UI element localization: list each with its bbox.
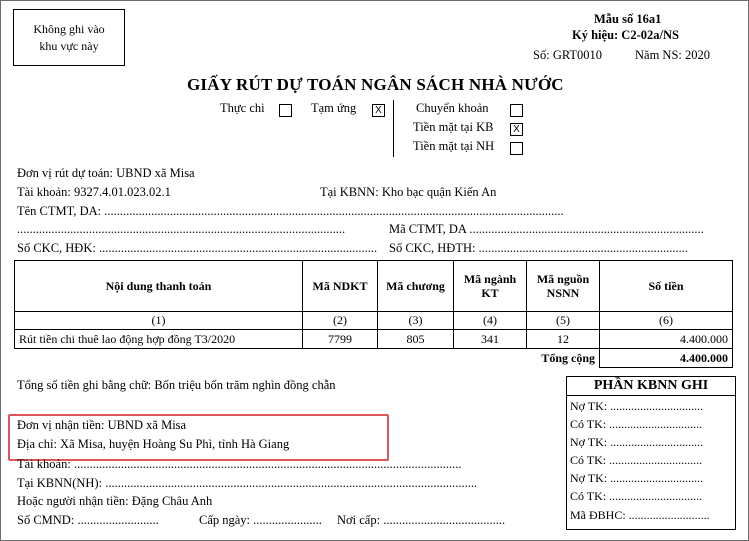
option-tien-mat-kb-label: Tiền mặt tại KB bbox=[413, 120, 494, 134]
reserved-area-line1: Không ghi vào bbox=[33, 21, 105, 36]
treasury bbox=[320, 185, 496, 200]
doc-number-value: GRT0010 bbox=[552, 48, 603, 62]
option-thuc-chi-checkbox[interactable] bbox=[279, 104, 292, 117]
receiver-person-label: Hoặc người nhận tiền: bbox=[17, 494, 129, 508]
col-number: (2) bbox=[303, 312, 378, 330]
receiver-address-label: Địa chỉ: bbox=[17, 437, 57, 451]
table-total-row bbox=[15, 349, 733, 368]
budget-year bbox=[635, 48, 710, 63]
receiver-address bbox=[17, 437, 289, 452]
header-ndkt: Mã NDKT bbox=[303, 261, 378, 312]
reserved-area-box bbox=[13, 9, 125, 66]
doc-number bbox=[533, 48, 602, 63]
kbnn-row-label: Có TK: bbox=[570, 489, 607, 503]
withdrawing-unit-label: Đơn vị rút dự toán: bbox=[17, 166, 114, 180]
receiving-unit-label: Đơn vị nhận tiền: bbox=[17, 418, 105, 432]
id-number-field: Số CMND: .......................... bbox=[17, 513, 159, 527]
treasury-section-title: PHẦN KBNN GHI bbox=[567, 377, 735, 396]
table-header-row bbox=[15, 261, 733, 312]
program-name-label: Tên CTMT, DA: bbox=[17, 204, 102, 218]
receiver-treasury-field: Tại KBNN(NH): ....................................................................................................................... bbox=[17, 476, 478, 490]
treasury-label: Tại KBNN: bbox=[320, 185, 379, 199]
col-number: (6) bbox=[600, 312, 733, 330]
ckc-hdth-label: Số CKC, HĐTH: bbox=[389, 241, 476, 255]
amount-in-words-value: Bốn triệu bốn trăm nghìn đồng chẵn bbox=[154, 378, 336, 392]
program-name-field: Tên CTMT, DA: ................................................................................................................................................... bbox=[17, 204, 564, 218]
col-number: (5) bbox=[527, 312, 600, 330]
receiving-unit bbox=[17, 418, 186, 433]
debit-account-3: Nợ TK: ............................... bbox=[570, 471, 704, 485]
ckc-hdk-label: Số CKC, HĐK: bbox=[17, 241, 96, 255]
budget-year-label: Năm NS: bbox=[635, 48, 682, 62]
total-amount: 4.400.000 bbox=[600, 349, 733, 368]
option-tien-mat-nh-label: Tiền mặt tại NH bbox=[413, 139, 495, 153]
account-label: Tài khoản: bbox=[17, 185, 71, 199]
credit-account-2: Có TK: ............................... bbox=[570, 453, 703, 467]
budget-year-value: 2020 bbox=[685, 48, 710, 62]
cell-chuong: 805 bbox=[378, 330, 454, 349]
form-symbol: Ký hiệu: C2-02a/NS bbox=[572, 28, 679, 42]
kbnn-row-label: Nợ TK: bbox=[570, 471, 608, 485]
option-tien-mat-kb-checkbox[interactable]: X bbox=[510, 123, 523, 136]
kbnn-row-label: Nợ TK: bbox=[570, 435, 608, 449]
option-chuyen-khoan-checkbox[interactable] bbox=[510, 104, 523, 117]
kbnn-row-label: Nợ TK: bbox=[570, 399, 608, 413]
doc-number-label: Số: bbox=[533, 48, 550, 62]
reserved-area-line2: khu vực này bbox=[39, 38, 99, 53]
cell-ndkt: 7799 bbox=[303, 330, 378, 349]
header-nganh: Mã ngành KT bbox=[454, 261, 527, 312]
issue-place-label: Nơi cấp: bbox=[337, 513, 381, 527]
cell-nguon: 12 bbox=[527, 330, 600, 349]
header-content: Nội dung thanh toán bbox=[15, 261, 303, 312]
ckc-hdth-field: Số CKC, HĐTH: ................................................................... bbox=[389, 241, 688, 255]
kbnn-row-label: Mã ĐBHC: bbox=[570, 508, 626, 522]
treasury-use-section bbox=[566, 376, 736, 530]
account-value: 9327.4.01.023.02.1 bbox=[73, 185, 171, 199]
account bbox=[17, 185, 171, 200]
page-title: GIẤY RÚT DỰ TOÁN NGÂN SÁCH NHÀ NƯỚC bbox=[187, 75, 564, 94]
option-thuc-chi-label: Thực chi bbox=[220, 101, 265, 115]
receiver-treasury-label: Tại KBNN(NH): bbox=[17, 476, 103, 490]
header-nguon: Mã nguồn NSNN bbox=[527, 261, 600, 312]
option-chuyen-khoan-label: Chuyển khoản bbox=[416, 101, 489, 115]
header-amount: Số tiền bbox=[600, 261, 733, 312]
debit-account-2: Nợ TK: ............................... bbox=[570, 435, 704, 449]
table-row bbox=[15, 330, 733, 349]
program-name-continuation: ......................................................................................................... bbox=[17, 222, 346, 236]
option-tien-mat-nh-checkbox[interactable] bbox=[510, 142, 523, 155]
option-tam-ung-label: Tạm ứng bbox=[311, 101, 357, 115]
receiving-unit-value: UBND xã Misa bbox=[107, 418, 187, 432]
col-number: (1) bbox=[15, 312, 303, 330]
program-code-label: Mã CTMT, DA bbox=[389, 222, 467, 236]
form-number: Mẫu số 16a1 bbox=[594, 12, 662, 26]
issue-place-field: Nơi cấp: ....................................... bbox=[337, 513, 506, 527]
withdrawing-unit-value: UBND xã Misa bbox=[116, 166, 195, 180]
total-label: Tổng cộng bbox=[15, 349, 600, 368]
payment-table bbox=[14, 260, 733, 368]
cell-content: Rút tiền chi thuê lao động hợp đồng T3/2020 bbox=[15, 330, 303, 349]
header-chuong: Mã chương bbox=[378, 261, 454, 312]
cell-nganh: 341 bbox=[454, 330, 527, 349]
amount-in-words bbox=[17, 378, 336, 393]
credit-account-3: Có TK: ............................... bbox=[570, 489, 703, 503]
receiver-address-value: Xã Misa, huyện Hoàng Su Phì, tỉnh Hà Giang bbox=[60, 437, 290, 451]
credit-account-1: Có TK: ............................... bbox=[570, 417, 703, 431]
options-divider bbox=[393, 100, 394, 157]
ckc-hdk-field: Số CKC, HĐK: ......................................................................................... bbox=[17, 241, 378, 255]
issue-date-field: Cấp ngày: ...................... bbox=[199, 513, 322, 527]
col-number: (3) bbox=[378, 312, 454, 330]
treasury-value: Kho bạc quận Kiến An bbox=[381, 185, 497, 199]
debit-account-1: Nợ TK: ............................... bbox=[570, 399, 704, 413]
withdrawing-unit bbox=[17, 166, 195, 181]
admin-unit-code: Mã ĐBHC: ........................... bbox=[570, 508, 710, 522]
receiver-person bbox=[17, 494, 212, 509]
receiver-account-label: Tài khoản: bbox=[17, 457, 71, 471]
receiver-person-value: Đặng Châu Anh bbox=[131, 494, 213, 508]
issue-date-label: Cấp ngày: bbox=[199, 513, 251, 527]
table-column-numbers bbox=[15, 312, 733, 330]
program-code-field: Mã CTMT, DA ........................................................................... bbox=[389, 222, 704, 236]
kbnn-row-label: Có TK: bbox=[570, 417, 607, 431]
amount-in-words-label: Tổng số tiền ghi bằng chữ: bbox=[17, 378, 152, 392]
receiver-account-field: Tài khoản: ............................................................................................................................ bbox=[17, 457, 462, 471]
option-tam-ung-checkbox[interactable]: X bbox=[372, 104, 385, 117]
col-number: (4) bbox=[454, 312, 527, 330]
id-number-label: Số CMND: bbox=[17, 513, 75, 527]
kbnn-row-label: Có TK: bbox=[570, 453, 607, 467]
cell-amount: 4.400.000 bbox=[600, 330, 733, 349]
